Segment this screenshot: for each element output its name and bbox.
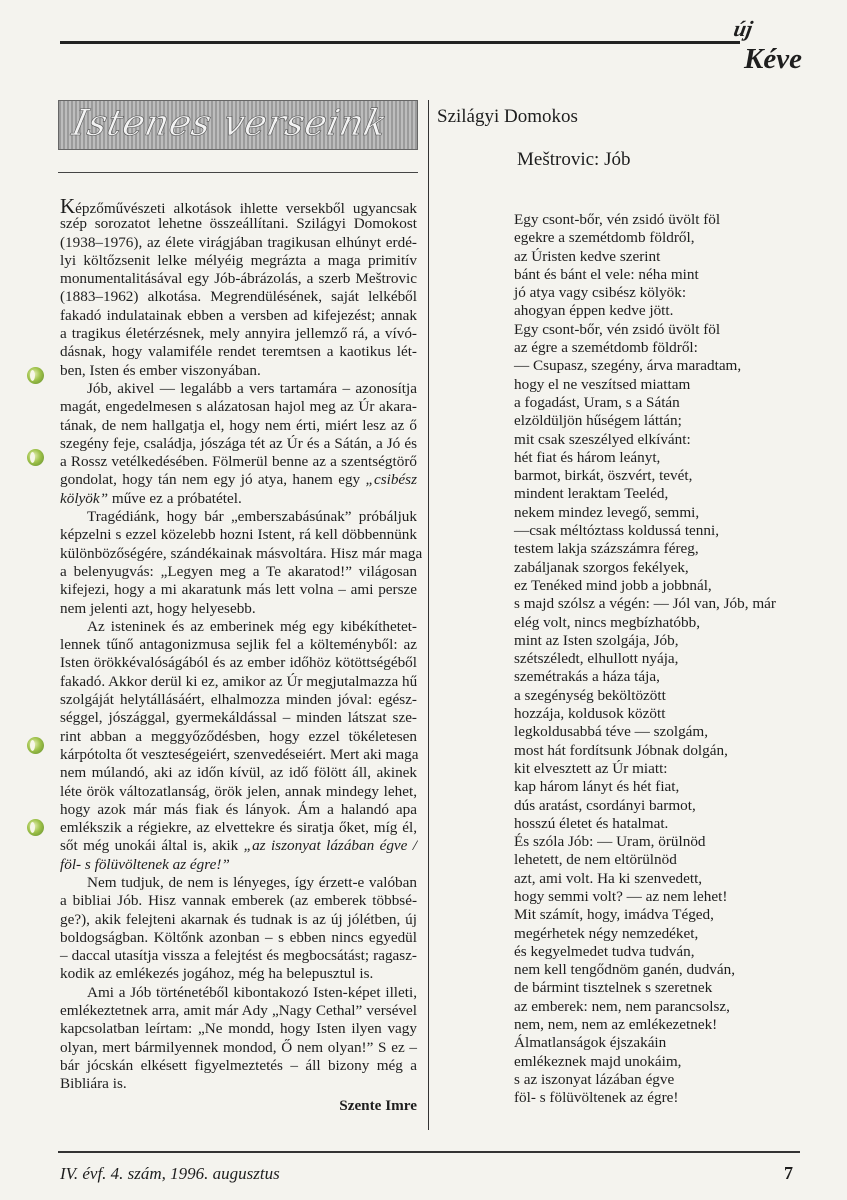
article-line — [60, 929, 417, 947]
poem-line: hogy semmi volt? — az nem lehet! — [514, 887, 728, 905]
poem-line: És szóla Jób: — Uram, örülnöd — [514, 833, 706, 851]
poem-line: Mit számít, hogy, imádva Téged, — [514, 906, 714, 924]
poem-line: legkoldusabbá téve — szolgám, — [514, 723, 709, 741]
article-line — [60, 398, 417, 416]
footer-rule — [58, 1151, 800, 1153]
text-segment: kárpótolta őt veszteségeiért, szenvedéseiért. Mert aki maga — [60, 745, 419, 763]
text-segment: ben, Isten és ember viszonyában. — [60, 361, 261, 379]
poem-line: szemétrakás a háza tája, — [514, 668, 660, 686]
text-segment: hogy azok már más fiak és lányok. Ám a halandó apa — [60, 800, 417, 818]
article-line — [60, 435, 417, 453]
text-segment: a Rossz vetélkedésében. Fölmerül benne az a szentségtörő — [60, 453, 417, 471]
poem-line: mint az Isten szolgája, Jób, — [514, 631, 679, 649]
article-line — [60, 508, 417, 526]
text-segment: Ami a Jób történetéből kibontakozó Isten-képet illeti, — [87, 983, 417, 1001]
section-banner — [58, 100, 418, 150]
article-body — [60, 194, 423, 1114]
text-segment: nem jelenti azt, hogy helyesebb. — [60, 599, 256, 617]
text-segment: képzelni s ezzel közelebb hozni Istent, rá kell döbbennünk — [60, 526, 417, 544]
poem-line: bánt és bánt el vele: néha mint — [514, 265, 699, 283]
article-line — [60, 636, 417, 654]
article-line — [60, 1075, 417, 1093]
text-segment: műve ez a próbatétel. — [108, 489, 242, 507]
poem-line: mit csak szeszélyed elkívánt: — [514, 430, 691, 448]
text-segment: (1938–1976), az élete virágjában tragikusan elhúnyt erdé- — [60, 233, 417, 251]
text-segment: gondolat, hogy tán nem egy jó atya, hanem egy — [60, 471, 366, 489]
article-line — [60, 1020, 417, 1038]
poem-line: azt, ami volt. Ha ki szenvedett, — [514, 869, 703, 887]
text-segment: fakadó indulatainak ebben a versben ad kifejezést; annak — [60, 306, 417, 324]
text-segment: bár jócskán elkésett figyelmeztetés – áll bizony még a — [60, 1056, 417, 1074]
article-line — [60, 1002, 417, 1020]
text-segment: Jób, akivel — legalább a vers tartamára – azonosítja — [87, 379, 417, 397]
article-line — [60, 947, 417, 965]
article-line — [60, 618, 417, 636]
margin-bullet-icon — [27, 737, 44, 754]
poem-line: jó atya vagy csibész kölyök: — [514, 284, 687, 302]
text-segment: lennek tűnő antagonizmusa sejlik fel a költeményből: az — [60, 636, 417, 654]
poem-line: barmot, birkát, öszvért, tevét, — [514, 467, 693, 485]
margin-bullet-icon — [27, 819, 44, 836]
article-line — [60, 673, 417, 691]
poem-line: dús aratást, csordányi barmot, — [514, 796, 696, 814]
poem-line: — Csupasz, szegény, árva maradtam, — [514, 357, 742, 375]
text-segment: a belenyugvás: „Legyen meg a Te akaratod!” világosan — [60, 562, 417, 580]
text-segment: szolgáját helytállásáért, elhalmozza minden jóval: egész- — [60, 691, 417, 709]
article-line — [60, 307, 417, 325]
poem-line: zabáljanak szorgos fekélyek, — [514, 558, 689, 576]
text-segment: kapcsolatban leírtam: „Ne mondd, hogy Isten ilyen vagy — [60, 1020, 417, 1038]
text-segment: szép sorozatot lehetne összeállítani. Szilágyi Domokost — [60, 215, 417, 233]
poem-line: hozzája, koldusok között — [514, 705, 666, 723]
poem-line: kit elvesztett az Úr miatt: — [514, 759, 668, 777]
poem-line: hosszú életet és hatalmat. — [514, 814, 669, 832]
header-rule — [60, 41, 740, 44]
article-line — [60, 709, 417, 727]
poem-line: egekre a szemétdomb földről, — [514, 229, 695, 247]
column-divider — [428, 100, 429, 1130]
article-line — [60, 819, 417, 837]
text-segment: emlékszik a régiekre, az elvettekre és siratja őket, míg él, — [60, 819, 417, 837]
text-segment: léte örök változatlanság, örök jelen, annak mindegy lehet, — [60, 782, 417, 800]
poem-line: most hát fordítsunk Jóbnak dolgán, — [514, 741, 728, 759]
text-segment: a bibliai Jób. Hisz vannak emberek (az emberek többsé- — [60, 892, 417, 910]
article-line — [60, 984, 417, 1002]
text-segment: Bibliára is. — [60, 1075, 127, 1093]
text-segment: boldogságban. Költőnk azonban – s ebben nincs egyedül — [60, 928, 417, 946]
text-segment: emlékeztetnek arra, amit már Ady „Nagy Cethal” versével — [60, 1002, 417, 1020]
poem-line: Egy csont-bőr, vén zsidó üvölt föl — [514, 211, 721, 228]
section-title: Istenes verseink — [68, 103, 392, 144]
page-number: 7 — [784, 1163, 793, 1183]
text-segment: fakadó. Akkor derül ki ez, amikor az Úr megjutalmazza hű — [60, 672, 418, 690]
article-line — [60, 563, 417, 581]
poem-line: Álmatlanságok éjszakáin — [514, 1034, 667, 1052]
banner-rule — [58, 172, 418, 173]
text-segment: monumentalitásával egy Jób-ábrázolás, a szerb Meštrovic — [60, 270, 417, 288]
text-segment: tának, de nem hallgatja el, hogy nem érti, miért lesz az ő — [60, 416, 417, 434]
article-line — [60, 453, 417, 471]
text-segment: Isten örökkévalóságából és az ember időhöz kötöttségéből — [60, 654, 417, 672]
poem-line: mindent leraktam Teeléd, — [514, 485, 669, 503]
article-line — [60, 801, 417, 819]
article-line — [60, 856, 417, 874]
poem-line: elzöldüljön hűségem láttán; — [514, 412, 682, 430]
text-segment: föl- s fölüvöltenek az égre!” — [60, 855, 230, 873]
poem-line: az emberek: nem, nem parancsolsz, — [514, 997, 730, 1015]
article-line — [60, 252, 417, 270]
poem-line: emlékeznek majd unokáim, — [514, 1052, 682, 1070]
article-line — [60, 544, 423, 563]
article-line — [60, 691, 417, 709]
poem-title: Meštrovic: Jób — [517, 149, 631, 170]
article-line — [60, 728, 417, 746]
text-segment: nem múlandó, aki az időn kívül, az idő fölött áll, akinek — [60, 764, 417, 782]
text-segment: Tragédiánk, hogy bár „emberszabásúnak” próbáljuk — [87, 508, 417, 526]
logo-small-text: új — [731, 16, 755, 41]
text-segment: ge?), akik felejteni akarnak és tudnak is az új jólétben, új — [60, 910, 417, 928]
poem-line: lehetett, de nem eltörülnöd — [514, 851, 677, 869]
article-line — [60, 362, 417, 380]
poem-line: hogy el ne veszítsed miattam — [514, 375, 691, 393]
text-segment: olyan, mert bármilyennek mondod, Ő nem olyan!” S ez – — [60, 1038, 417, 1056]
article-line — [60, 490, 417, 508]
article-line — [60, 874, 417, 892]
text-segment: kodik az emlékezés jogához, még ha belepusztul is. — [60, 965, 374, 983]
article-line — [60, 471, 417, 489]
text-segment: sőt még unokái által is, akik — [60, 837, 244, 855]
poem-line: nem kell tengődnöm ganén, dudván, — [514, 961, 736, 979]
poem-line: elég volt, nincs megbízhatóbb, — [514, 613, 701, 631]
poem-line: ez Tenéked mind jobb a jobbnál, — [514, 576, 712, 594]
poem-body — [514, 211, 814, 1108]
article-line — [60, 764, 417, 782]
poem-line: testem lakja százszámra féreg, — [514, 540, 699, 558]
article-line — [60, 654, 417, 672]
text-segment: kifejezi, hogy a mi akaratunk más lett volna – ami persze — [60, 581, 417, 599]
text-segment: (1883–1962) alkotása. Megrendülésének, saját lelkéből — [60, 288, 417, 306]
text-segment: magát, engedelmesen s alázatosan hajol meg az Úr akara- — [60, 398, 417, 416]
article-line — [60, 288, 417, 306]
poem-line: s majd szólsz a végén: — Jól van, Jób, már — [514, 595, 776, 613]
magazine-logo — [730, 14, 810, 74]
poem-line: és kegyelmedet tudva tudván, — [514, 942, 695, 960]
drop-cap: K — [60, 194, 76, 218]
article-line — [60, 746, 417, 764]
poem-line: szétszéledt, elhullott nyája, — [514, 650, 679, 668]
text-segment: Nem tudjuk, de nem is lényeges, így érzett-e valóban — [87, 873, 417, 891]
poem-line: s az iszonyat lázában égve — [514, 1070, 675, 1088]
text-segment: különbözőségére, szándékainak másvoltára. Hisz már maga — [60, 544, 423, 562]
article-line — [60, 417, 417, 435]
text-segment: „az iszonyat lázában égve / — [243, 837, 417, 855]
article-line — [60, 911, 417, 929]
author-signature: Szente Imre — [339, 1096, 417, 1114]
poem-line: nem, nem, nem az emlékezetnek! — [514, 1016, 718, 1034]
margin-bullet-icon — [27, 367, 44, 384]
article-line — [60, 234, 417, 252]
text-segment: „csibész — [365, 471, 417, 489]
poem-line: föl- s fölüvöltenek az égre! — [514, 1089, 679, 1107]
article-line — [60, 837, 417, 855]
text-segment: épzőművészeti alkotások ihlette versekből ugyancsak — [75, 200, 417, 217]
article-line — [60, 783, 417, 801]
poem-line: az égre a szemétdomb földről: — [514, 339, 698, 357]
article-line — [60, 526, 417, 544]
text-segment: lyi költőzsenit lelke mélyéig megrázta a maga primitív — [60, 251, 417, 269]
article-line — [60, 194, 417, 218]
issue-info: IV. évf. 4. szám, 1996. augusztus — [60, 1164, 280, 1183]
article-line — [60, 325, 417, 343]
article-line — [60, 343, 417, 361]
text-segment: dásnak, hogy valamiféle rendet teremtsen a kaotikus lét- — [60, 343, 417, 361]
poem-line: ahogyan éppen kedve jött. — [514, 302, 674, 320]
text-segment: szegény feje, családja, jószága tét az Úr és a Sátán, a Jó és — [60, 434, 417, 452]
poem-line: a szegénység beköltözött — [514, 686, 666, 704]
poem-author: Szilágyi Domokos — [437, 106, 578, 127]
logo-main-text: Kéve — [744, 43, 802, 75]
text-segment: Az isteninek és az emberinek még egy kibékíthetet- — [87, 617, 417, 635]
article-line — [60, 1057, 417, 1075]
text-segment: – daccal utasítja vissza a felejtést és megbocsátást; ragasz- — [60, 947, 417, 965]
text-segment: rint abban a meggyőződésben, hogy ezzel tökéletesen — [60, 727, 417, 745]
poem-line: a fogadást, Uram, s a Sátán — [514, 393, 680, 411]
article-line — [60, 1039, 417, 1057]
poem-line: Egy csont-bőr, vén zsidó üvölt föl — [514, 320, 721, 338]
margin-bullet-icon — [27, 449, 44, 466]
text-segment: séggel, jószággal, gyermekáldással – minden látszat sze- — [60, 709, 417, 727]
article-line — [60, 581, 417, 599]
article-line — [60, 965, 417, 983]
article-line — [60, 380, 417, 398]
text-segment: a tragikus életérzésnek, mely annyira jellemző rá, a vívó- — [60, 325, 417, 343]
poem-line: nekem mindez levegő, semmi, — [514, 503, 700, 521]
article-line — [60, 892, 417, 910]
poem-line: megérhetek négy nemzedéket, — [514, 924, 699, 942]
poem-line: hét fiat és három leányt, — [514, 448, 661, 466]
article-line — [60, 215, 417, 233]
text-segment: kölyök” — [60, 489, 109, 507]
poem-line: —csak méltóztass koldussá tenni, — [514, 522, 719, 540]
article-line — [60, 600, 417, 618]
poem-line: az Úristen kedve szerint — [514, 247, 661, 265]
article-line — [60, 270, 417, 288]
poem-line: de bármint tisztelnek s szeretnek — [514, 979, 713, 997]
poem-line: kap három lányt és hét fiat, — [514, 778, 680, 796]
